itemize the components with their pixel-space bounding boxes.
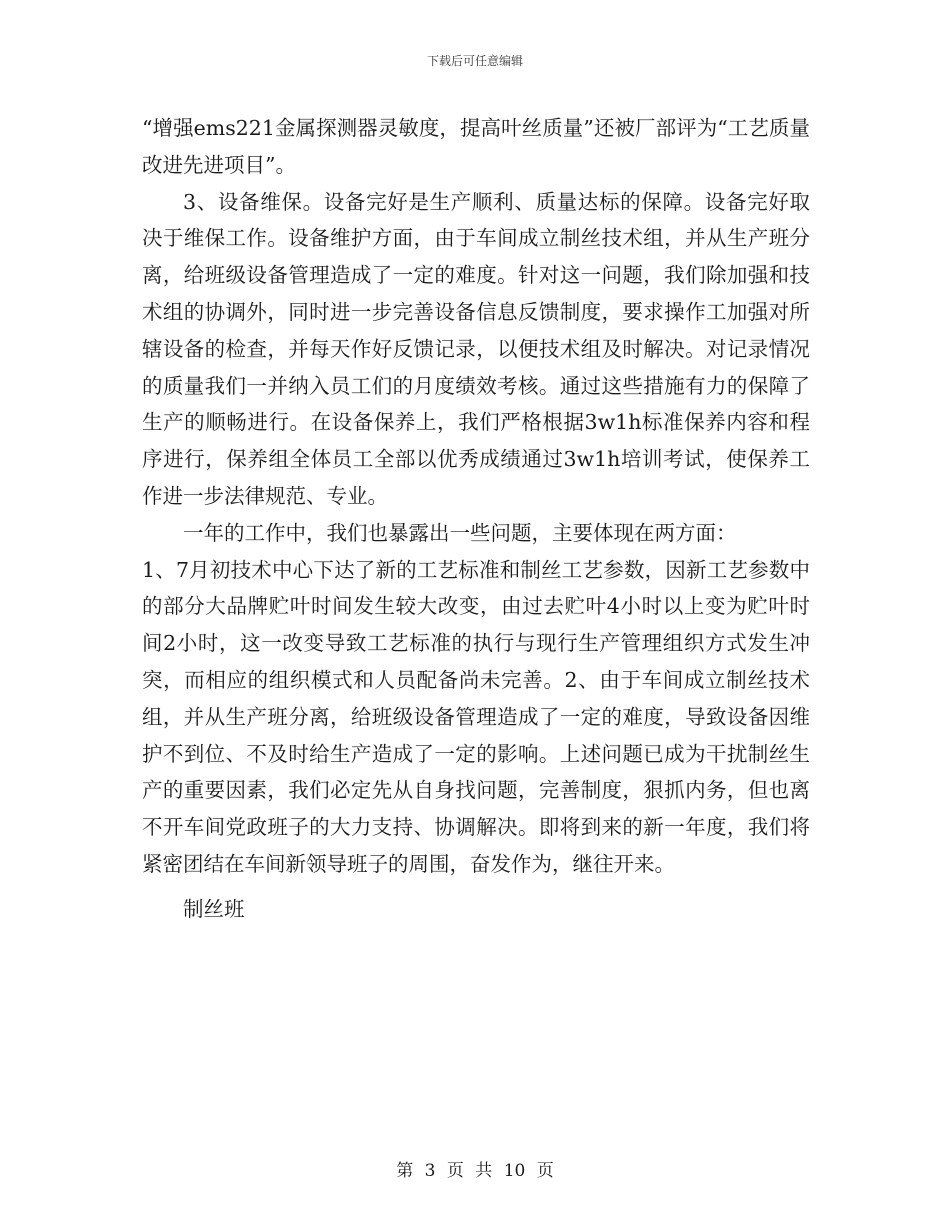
page-header-note: 下载后可任意编辑 bbox=[426, 54, 523, 68]
paragraph-problems-intro: 一年的工作中，我们也暴露出一些问题，主要体现在两方面： bbox=[183, 520, 737, 545]
document-body bbox=[142, 110, 810, 928]
signature-team-name: 制丝班 bbox=[183, 896, 245, 921]
paragraph-continuation: “增强ems221金属探测器灵敏度，提高叶丝质量”还被厂部评为“工艺质量改进先进项目”。 bbox=[142, 116, 810, 177]
paragraph-equipment-maintenance: 3、设备维保。设备完好是生产顺利、质量达标的保障。设备完好取决于维保工作。设备维护方面，由于车间成立制丝技术组，并从生产班分离，给班级设备管理造成了一定的难度。针对这一问题，我们除加强和技术组的协调外，同时进一步完善设备信息反馈制度，要求操作工加强对所辖设备的检查，并每天作好反馈记录，以便技术组及时解决。对记录情况的质量我们一并纳入员工们的月度绩效考核。通过这些措施有力的保障了生产的顺畅进行。在设备保养上，我们严格根据3w1h标准保养内容和程序进行，保养组全体员工全部以优秀成绩通过3w1h培训考试，使保养工作进一步法律规范、专业。 bbox=[142, 189, 810, 508]
page-number: 第 3 页 共 10 页 bbox=[396, 1161, 554, 1181]
paragraph-problems-detail: 1、7月初技术中心下达了新的工艺标准和制丝工艺参数，因新工艺参数中的部分大品牌贮叶时间发生较大改变，由过去贮叶4小时以上变为贮叶时间2小时，这一改变导致工艺标准的执行与现行生产管理组织方式发生冲突，而相应的组织模式和人员配备尚未完善。2、由于车间成立制丝技术组，并从生产班分离，给班级设备管理造成了一定的难度，导致设备因维护不到位、不及时给生产造成了一定的影响。上述问题已成为干扰制丝生产的重要因素，我们必定先从自身找问题，完善制度，狠抓内务，但也离不开车间党政班子的大力支持、协调解决。即将到来的新一年度，我们将紧密团结在车间新领导班子的周围，奋发作为，继往开来。 bbox=[142, 557, 810, 876]
